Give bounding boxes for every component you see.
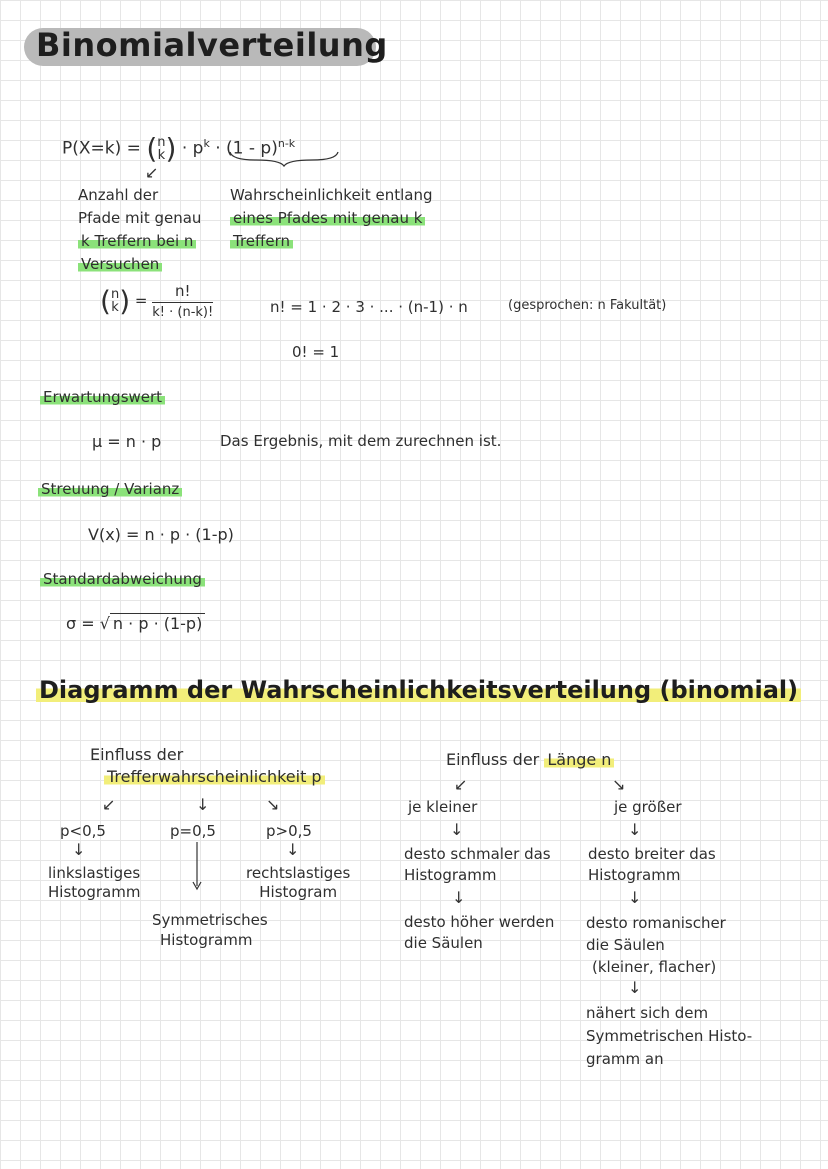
- larger-2-line3: (kleiner, flacher): [592, 958, 717, 976]
- larger-2-line2: die Säulen: [586, 936, 665, 954]
- diagram-heading: [36, 676, 801, 704]
- arrow-smaller-1: ↓: [450, 820, 464, 839]
- annotation-left-line4-text: Versuchen: [78, 255, 162, 273]
- binom-definition: [100, 282, 213, 320]
- larger-3-line2: Symmetrischen Histo-: [586, 1027, 753, 1045]
- case-n-smaller: je kleiner: [408, 798, 478, 816]
- variance-formula: V(x) = n · p · (1-p): [88, 525, 234, 544]
- stddev-heading: [40, 570, 205, 588]
- annotation-left-line3: [78, 230, 201, 253]
- diagram-heading-text: Diagramm der Wahrscheinlichkeitsverteilung (binomial): [36, 676, 801, 704]
- case-n-larger: je größer: [614, 798, 682, 816]
- stddev-heading-text: Standardabweichung: [40, 570, 205, 588]
- variance-heading: [38, 480, 182, 498]
- arrow-larger-2: ↓: [628, 888, 642, 907]
- arrow-p-greater-down: ↓: [286, 840, 300, 859]
- binom-def-lhs: [111, 288, 119, 314]
- formula-dot: ·: [181, 138, 188, 159]
- result-left-skewed: [48, 864, 140, 902]
- arrow-p-mid: ↓: [196, 795, 210, 814]
- result-left-line2: Histogramm: [48, 883, 141, 901]
- smaller-2-line1: desto höher werden: [404, 913, 555, 931]
- smaller-narrower: [404, 844, 551, 886]
- influence-n-heading: [446, 750, 614, 769]
- paren-right: ): [165, 132, 177, 165]
- result-symmetric: [152, 910, 268, 950]
- arrow-p-left: ↙: [102, 795, 116, 814]
- binom-bottom: k: [157, 147, 166, 163]
- annotation-right-line2-text: eines Pfades mit genau k: [230, 209, 425, 227]
- stddev-formula: [66, 614, 205, 633]
- case-p-equal: p=0,5: [170, 822, 216, 840]
- formula-pk: p: [192, 138, 204, 159]
- annotation-path-count: [78, 184, 201, 276]
- larger-1-line1: desto breiter das: [588, 845, 716, 863]
- larger-approaches-symmetric: [586, 1002, 752, 1071]
- annotation-left-line2: [78, 207, 201, 230]
- annotation-right-line3-text: Treffern: [230, 232, 293, 250]
- larger-3-line1: nähert sich dem: [586, 1004, 709, 1022]
- influence-p-heading-line2: Trefferwahrscheinlichkeit p: [104, 767, 325, 786]
- result-mid-line1: Symmetrisches: [152, 911, 268, 929]
- paren-left-2: (: [100, 284, 111, 318]
- annotation-right-line2: [230, 207, 433, 230]
- larger-1-line2: Histogramm: [588, 866, 681, 884]
- larger-wider: [588, 844, 716, 886]
- influence-n-heading-part1: Einfluss der: [446, 750, 540, 769]
- arrow-left-annotation: ↙: [145, 163, 159, 182]
- factorial-note: (gesprochen: n Fakultät): [508, 298, 667, 313]
- result-right-skewed: [246, 864, 350, 902]
- annotation-right-line3: [230, 230, 433, 253]
- arrow-larger-1: ↓: [628, 820, 642, 839]
- page-title: Binomialverteilung: [36, 26, 388, 64]
- paren-left: (: [146, 132, 158, 165]
- annotation-left-line3-text: k Treffern bei n: [78, 232, 196, 250]
- smaller-2-line2: die Säulen: [404, 934, 483, 952]
- formula-rest-exp: n-k: [277, 136, 296, 150]
- case-p-greater: p>0,5: [266, 822, 312, 840]
- annotation-left-line4: [78, 253, 201, 276]
- binom-top: n: [157, 134, 166, 150]
- influence-p-heading: [90, 744, 325, 788]
- formula-rest: · (1 - p): [215, 138, 278, 159]
- expectation-heading-text: Erwartungswert: [40, 388, 165, 406]
- binom-def-eq: =: [134, 291, 148, 310]
- binom-def-numerator: n!: [152, 282, 213, 303]
- expectation-heading: [40, 388, 165, 406]
- formula-lhs: P(X=k) =: [62, 138, 141, 159]
- binom-def-denominator: k! · (n-k)!: [152, 305, 214, 320]
- case-p-less: p<0,5: [60, 822, 106, 840]
- influence-n-heading-part2: Länge n: [544, 750, 614, 769]
- binom-def-bottom: k: [111, 300, 119, 315]
- result-mid-line2: Histogramm: [160, 931, 253, 949]
- arrow-n-right: ↘: [612, 775, 626, 794]
- smaller-1-line1: desto schmaler das: [404, 845, 551, 863]
- binom-def-fraction: [152, 282, 213, 320]
- stddev-formula-prefix: σ = √: [66, 614, 110, 633]
- factorial-zero: 0! = 1: [292, 343, 340, 361]
- paren-right-2: ): [119, 284, 131, 318]
- brace-under-probability: [228, 150, 340, 168]
- arrow-n-left: ↙: [454, 775, 468, 794]
- annotation-path-probability: [230, 184, 433, 253]
- influence-p-heading-line1: Einfluss der: [90, 745, 184, 764]
- variance-heading-text: Streuung / Varianz: [38, 480, 182, 498]
- smaller-1-line2: Histogramm: [404, 866, 497, 884]
- larger-3-line3: gramm an: [586, 1050, 664, 1068]
- arrow-larger-3: ↓: [628, 978, 642, 997]
- result-right-line1: rechtslastiges: [246, 864, 351, 882]
- formula-binom: [157, 136, 165, 162]
- annotation-left-line1: Anzahl der: [78, 186, 159, 204]
- formula-pk-exp: k: [203, 136, 210, 150]
- larger-2-line1: desto romanischer: [586, 914, 726, 932]
- binom-def-top: n: [110, 287, 120, 302]
- larger-flatter: [586, 912, 726, 978]
- expectation-formula: μ = n · p: [92, 432, 162, 451]
- stddev-formula-radicand: n · p · (1-p): [110, 613, 205, 633]
- result-right-line2: Histogram: [259, 883, 338, 901]
- arrow-p-equal-long: [190, 842, 204, 892]
- arrow-p-right: ↘: [266, 795, 280, 814]
- arrow-smaller-2: ↓: [452, 888, 466, 907]
- annotation-right-line1: Wahrscheinlichkeit entlang: [230, 186, 433, 204]
- smaller-higher: [404, 912, 554, 954]
- expectation-description: Das Ergebnis, mit dem zurechnen ist.: [220, 432, 502, 450]
- arrow-p-less-down: ↓: [72, 840, 86, 859]
- result-left-line1: linkslastiges: [48, 864, 141, 882]
- annotation-left-line2-text: Pfade mit genau: [78, 209, 202, 227]
- factorial-definition: n! = 1 · 2 · 3 · ... · (n-1) · n: [270, 298, 468, 316]
